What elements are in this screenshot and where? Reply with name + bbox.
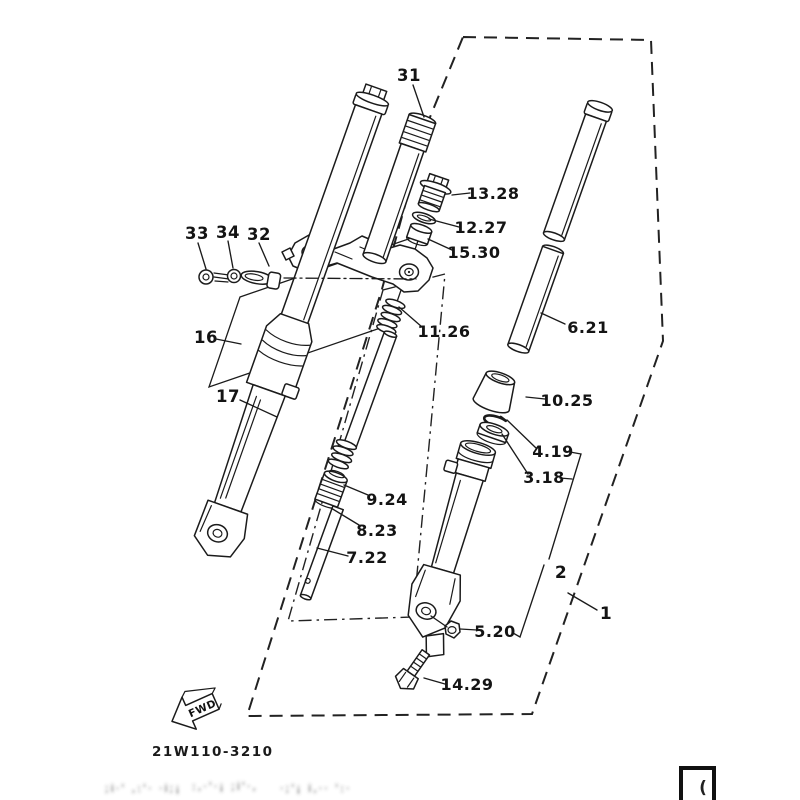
part-label-10.25: 10.25 xyxy=(540,390,594,410)
svg-text::,·'·¡ ;i'·,: :,·'·¡ ;i'·, xyxy=(192,780,258,793)
part-label-3.18: 3.18 xyxy=(523,467,565,487)
damper-rod-upper xyxy=(344,330,397,447)
left-inner-tube xyxy=(281,105,382,325)
part-label-34: 34 xyxy=(216,222,240,242)
part-label-14.29: 14.29 xyxy=(440,674,494,694)
part-label-7.22: 7.22 xyxy=(346,547,388,567)
smudged-caption xyxy=(105,780,351,795)
leader-9.24 xyxy=(344,485,368,495)
cable-clip xyxy=(240,267,281,290)
spacer-tube-upper xyxy=(541,98,614,244)
corner-box-glyph: ( xyxy=(699,778,707,798)
part-label-32: 32 xyxy=(247,224,271,244)
fwd-arrow-label: FWD xyxy=(186,697,219,721)
cap-bolt xyxy=(413,172,455,216)
spacer-bushing xyxy=(406,221,433,247)
clip-screw xyxy=(199,270,229,284)
part-label-12.27: 12.27 xyxy=(454,217,508,237)
spring-seat-cap xyxy=(471,367,520,416)
part-label-17: 17 xyxy=(216,386,240,406)
svg-text:·;'¡ i,·· ':·: ·;'¡ i,·· ':· xyxy=(280,782,352,795)
leader-31 xyxy=(413,85,424,117)
fwd-arrow xyxy=(163,680,227,737)
part-label-9.24: 9.24 xyxy=(366,489,408,509)
part-label-11.26: 11.26 xyxy=(417,321,471,341)
part-label-8.23: 8.23 xyxy=(356,520,398,540)
corner-box xyxy=(681,768,714,800)
part-label-5.20: 5.20 xyxy=(474,621,516,641)
part-label-31: 31 xyxy=(397,65,421,85)
left-slider-upper xyxy=(247,311,318,399)
part-label-4.19: 4.19 xyxy=(532,441,574,461)
bleeder-boss xyxy=(444,460,459,474)
leader-34 xyxy=(228,241,233,268)
spring-washer xyxy=(228,270,241,283)
axle-nut xyxy=(445,621,460,638)
drawing-number: 21W110-3210 xyxy=(152,744,274,760)
spacer-tube-lower xyxy=(507,243,565,355)
part-label-13.28: 13.28 xyxy=(466,183,520,203)
rebound-spring-top xyxy=(375,297,406,336)
part-label-1: 1 xyxy=(599,604,613,625)
part-label-33: 33 xyxy=(185,223,209,243)
leader-16 xyxy=(216,339,241,344)
bracket-line-2 xyxy=(513,565,544,637)
leader-6.21 xyxy=(541,313,565,324)
part-label-15.30: 15.30 xyxy=(447,242,501,262)
leader-33 xyxy=(198,243,206,269)
pinch-bolt xyxy=(392,646,435,695)
part-label-16: 16 xyxy=(194,327,218,347)
fork-piston xyxy=(314,467,349,510)
part-label-2: 2 xyxy=(554,563,568,584)
svg-text:;i·' ,:'· ·i;¡: ;i·' ,:'· ·i;¡ xyxy=(105,782,182,795)
part-label-6.21: 6.21 xyxy=(567,317,609,337)
leader-32 xyxy=(259,243,269,266)
